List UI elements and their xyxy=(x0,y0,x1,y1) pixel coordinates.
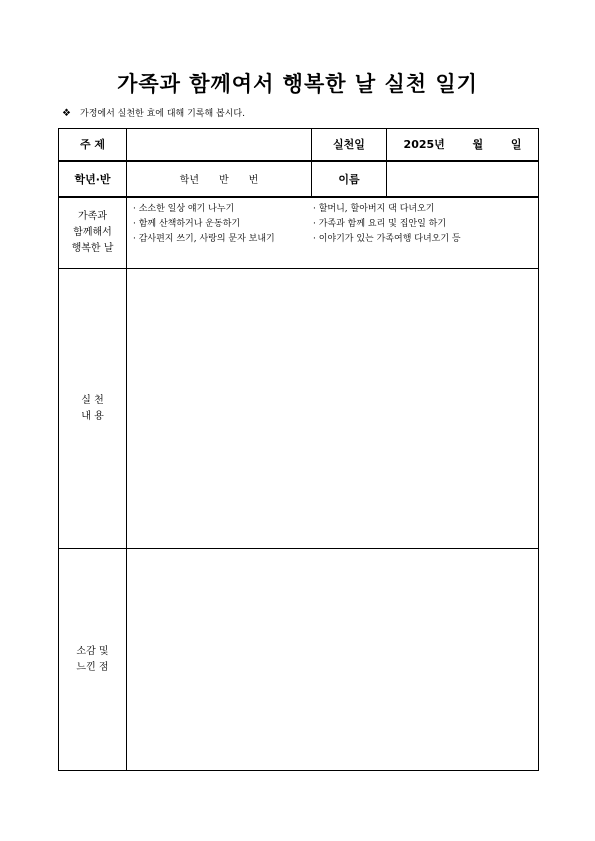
feelings-label xyxy=(59,549,127,771)
happy-day-label-line: 행복한 날 xyxy=(71,242,114,254)
date-month: 월 xyxy=(472,138,484,152)
happy-day-label-line: 가족과 xyxy=(78,210,107,222)
date-day: 일 xyxy=(510,138,522,152)
topic-label: 주 제 xyxy=(59,129,127,161)
practice-date-label: 실천일 xyxy=(312,129,387,161)
instruction-text: 가정에서 실천한 효에 대해 기록해 봅시다. xyxy=(80,109,245,119)
example-item: · 함께 산책하거나 운동하기 xyxy=(133,218,241,229)
example-item: · 감사편지 쓰기, 사랑의 문자 보내기 xyxy=(133,233,275,244)
name-field[interactable] xyxy=(387,161,539,197)
feelings-label-line: 느낀 점 xyxy=(76,661,109,673)
number-text: 번 xyxy=(248,175,259,186)
examples-row xyxy=(59,197,539,269)
example-item: · 할머니, 할아버지 댁 다녀오기 xyxy=(313,203,435,214)
grade-class-field[interactable] xyxy=(127,161,312,197)
practice-content-label-line: 실 천 xyxy=(81,394,104,406)
practice-content-label xyxy=(59,269,127,549)
feelings-row xyxy=(59,549,539,771)
page-title: 가족과 함께여서 행복한 날 실천 일기 xyxy=(117,72,478,96)
instruction-note xyxy=(62,106,245,119)
examples-left-column xyxy=(133,202,313,247)
grade-text: 학년 xyxy=(179,175,199,186)
example-item: · 가족과 함께 요리 및 집안일 하기 xyxy=(313,218,447,229)
practice-content-label-line: 내 용 xyxy=(81,410,104,422)
example-item: · 이야기가 있는 가족여행 다녀오기 등 xyxy=(313,233,461,244)
topic-field[interactable] xyxy=(127,129,312,161)
practice-date-field[interactable] xyxy=(387,129,539,161)
feelings-label-line: 소감 및 xyxy=(76,645,109,657)
feelings-field[interactable] xyxy=(127,549,539,771)
diary-form-table xyxy=(58,128,539,771)
topic-row xyxy=(59,129,539,161)
date-year: 2025년 xyxy=(403,138,445,152)
class-text: 반 xyxy=(218,175,229,186)
practice-content-field[interactable] xyxy=(127,269,539,549)
student-row xyxy=(59,161,539,197)
happy-day-label-line: 함께해서 xyxy=(73,226,112,238)
diamond-bullet-icon: ❖ xyxy=(62,108,71,119)
examples-right-column xyxy=(313,202,533,247)
name-label: 이름 xyxy=(312,161,387,197)
practice-content-row xyxy=(59,269,539,549)
example-item: · 소소한 일상 얘기 나누기 xyxy=(133,203,235,214)
activity-examples xyxy=(127,197,539,269)
grade-class-label: 학년·반 xyxy=(59,161,127,197)
happy-day-label xyxy=(59,197,127,269)
